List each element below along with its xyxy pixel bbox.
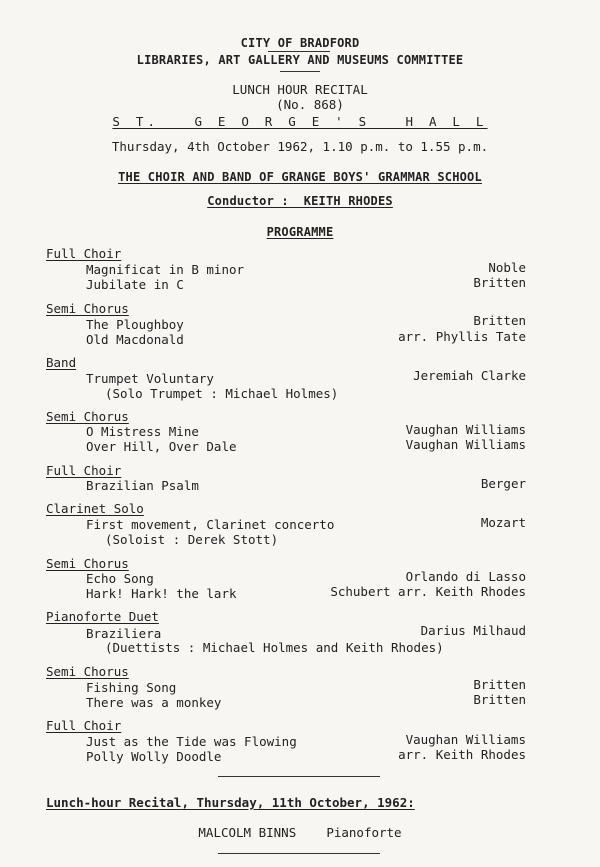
piece-title: O Mistress Mine (86, 424, 199, 439)
piece-title: Trumpet Voluntary (86, 371, 214, 386)
piece-title: Jubilate in C (86, 277, 184, 292)
section-heading: Semi Chorus (46, 556, 129, 571)
piece-title: Fishing Song (86, 680, 177, 695)
org-line-1: CITY OF BRADFORD (240, 36, 360, 50)
section-heading: Semi Chorus (46, 409, 129, 424)
performer-note: (Soloist : Derek Stott) (105, 532, 279, 547)
piece-title: Braziliera (86, 626, 162, 641)
piece-title: The Ploughboy (86, 317, 184, 332)
composer: Noble (488, 260, 526, 275)
composer: arr. Keith Rhodes (398, 747, 526, 762)
composer: Britten (473, 692, 526, 707)
composer: Mozart (480, 515, 526, 530)
piece-title: Old Macdonald (86, 332, 184, 347)
piece-title: Hark! Hark! the lark (86, 586, 237, 601)
piece-title: Magnificat in B minor (86, 262, 245, 277)
composer: Schubert arr. Keith Rhodes (330, 584, 526, 599)
section-heading: Full Choir (46, 463, 122, 478)
section-heading: Pianoforte Duet (46, 609, 159, 624)
programme-title: PROGRAMME (266, 225, 334, 239)
recital-number: (No. 868) (276, 97, 344, 112)
piece-title: Polly Wolly Doodle (86, 749, 222, 764)
section-heading: Full Choir (46, 718, 122, 733)
bottom-divider (218, 853, 380, 854)
footer-divider (218, 776, 380, 777)
date-time: Thursday, 4th October 1962, 1.10 p.m. to 1.55 p.m. (111, 139, 489, 154)
composer: Britten (473, 313, 526, 328)
piece-title: Echo Song (86, 571, 154, 586)
composer: Berger (480, 476, 526, 491)
section-heading: Semi Chorus (46, 664, 129, 679)
composer: arr. Phyllis Tate (398, 329, 526, 344)
composer: Britten (473, 275, 526, 290)
composer: Vaughan Williams (405, 422, 526, 437)
performer-note: (Duettists : Michael Holmes and Keith Rhodes) (105, 640, 444, 655)
org-line-2: LIBRARIES, ART GALLERY AND MUSEUMS COMMITTEE (136, 53, 464, 67)
composer: Jeremiah Clarke (413, 368, 526, 383)
venue: S T. G E O R G E ' S H A L L (112, 114, 488, 129)
piece-title: Over Hill, Over Dale (86, 439, 237, 454)
header-divider (280, 71, 320, 72)
piece-title: There was a monkey (86, 695, 222, 710)
composer: Vaughan Williams (405, 437, 526, 452)
composer: Britten (473, 677, 526, 692)
conductor: Conductor : KEITH RHODES (207, 194, 393, 208)
piece-title: First movement, Clarinet concerto (86, 517, 335, 532)
event-title: LUNCH HOUR RECITAL (232, 82, 368, 97)
composer: Orlando di Lasso (405, 569, 526, 584)
section-heading: Band (46, 355, 77, 370)
composer: Vaughan Williams (405, 732, 526, 747)
composer: Darius Milhaud (420, 623, 526, 638)
org-line-1-underline (268, 51, 330, 52)
performer-note: (Solo Trumpet : Michael Holmes) (105, 386, 339, 401)
section-heading: Semi Chorus (46, 301, 129, 316)
next-performer: MALCOLM BINNS Pianoforte (198, 825, 402, 840)
section-heading: Full Choir (46, 246, 122, 261)
piece-title: Brazilian Psalm (86, 478, 199, 493)
performers: THE CHOIR AND BAND OF GRANGE BOYS' GRAMMAR SCHOOL (118, 170, 482, 184)
section-heading: Clarinet Solo (46, 501, 144, 516)
piece-title: Just as the Tide was Flowing (86, 734, 297, 749)
next-recital: Lunch-hour Recital, Thursday, 11th October, 1962: (46, 795, 415, 810)
